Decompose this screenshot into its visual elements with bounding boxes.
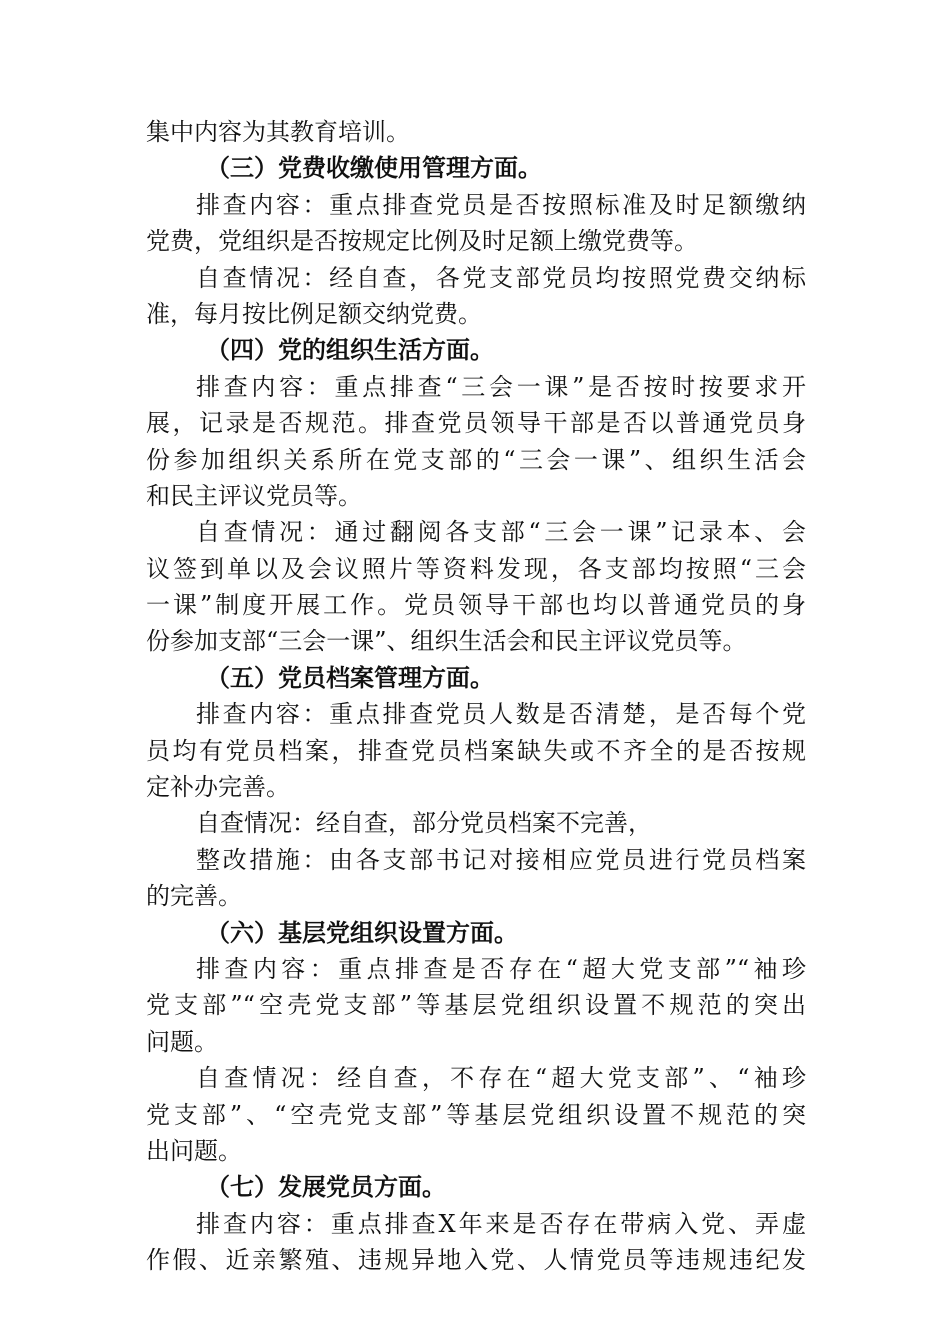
text-line: 展，记录是否规范。排查党员领导干部是否以普通党员身 xyxy=(146,409,806,438)
text-line: 和民主评议党员等。 xyxy=(146,481,362,510)
paragraph-self-check-3 xyxy=(146,260,806,333)
text-line: 一课”制度开展工作。党员领导干部也均以普通党员的身 xyxy=(146,591,806,620)
text-line: 排查内容：重点排查X年来是否存在带病入党、弄虚 xyxy=(196,1209,806,1238)
text-line: 出问题。 xyxy=(146,1136,242,1165)
heading-text: （七）发展党员方面。 xyxy=(206,1172,446,1202)
text-line: 集中内容为其教育培训。 xyxy=(146,118,410,146)
text-line: 准，每月按比例足额交纳党费。 xyxy=(146,299,482,328)
paragraph-check-content-5 xyxy=(146,696,806,805)
text-line: 份参加支部“三会一课”、组织生活会和民主评议党员等。 xyxy=(146,627,747,656)
text-line: 定补办完善。 xyxy=(146,773,290,802)
section-heading-5 xyxy=(146,660,806,696)
paragraph-continuation xyxy=(146,114,806,150)
text-line: 员均有党员档案，排查党员档案缺失或不齐全的是否按规 xyxy=(146,736,806,765)
heading-text: （三）党费收缴使用管理方面。 xyxy=(206,153,542,183)
section-heading-6 xyxy=(146,915,806,951)
section-heading-4 xyxy=(146,332,806,368)
paragraph-self-check-6 xyxy=(146,1060,806,1169)
text-line: 的完善。 xyxy=(146,882,242,911)
text-line: 党支部”“空壳党支部”等基层党组织设置不规范的突出 xyxy=(146,991,806,1020)
text-line: 排查内容：重点排查“三会一课”是否按时按要求开 xyxy=(196,372,806,401)
text-line: 份参加组织关系所在党支部的“三会一课”、组织生活会 xyxy=(146,445,806,474)
paragraph-rectification-5 xyxy=(146,842,806,915)
text-line: 党费，党组织是否按规定比例及时足额上缴党费等。 xyxy=(146,227,698,256)
heading-text: （五）党员档案管理方面。 xyxy=(206,662,494,692)
text-line: 排查内容：重点排查是否存在“超大党支部”“袖珍 xyxy=(196,954,806,983)
section-heading-3 xyxy=(146,150,806,186)
paragraph-check-content-3 xyxy=(146,187,806,260)
section-heading-7 xyxy=(146,1169,806,1205)
text-line: 议签到单以及会议照片等资料发现，各支部均按照“三会 xyxy=(146,554,806,583)
text-line: 自查情况：经自查，部分党员档案不完善， xyxy=(196,809,652,838)
text-line: 自查情况：经自查，不存在“超大党支部”、“袖珍 xyxy=(196,1064,806,1093)
text-line: 自查情况：经自查，各党支部党员均按照党费交纳标 xyxy=(196,263,806,292)
paragraph-self-check-5 xyxy=(146,805,806,841)
heading-text: （四）党的组织生活方面。 xyxy=(206,335,494,365)
heading-text: （六）基层党组织设置方面。 xyxy=(206,917,518,947)
document-body xyxy=(146,114,806,1279)
text-line: 作假、近亲繁殖、违规异地入党、人情党员等违规违纪发 xyxy=(146,1246,806,1275)
paragraph-self-check-4 xyxy=(146,514,806,660)
paragraph-check-content-7 xyxy=(146,1206,806,1279)
paragraph-check-content-4 xyxy=(146,369,806,515)
text-line: 排查内容：重点排查党员人数是否清楚，是否每个党 xyxy=(196,700,806,729)
text-line: 自查情况：通过翻阅各支部“三会一课”记录本、会 xyxy=(196,518,806,547)
text-line: 问题。 xyxy=(146,1027,218,1056)
text-line: 排查内容：重点排查党员是否按照标准及时足额缴纳 xyxy=(196,190,806,219)
text-line: 整改措施：由各支部书记对接相应党员进行党员档案 xyxy=(196,845,806,874)
paragraph-check-content-6 xyxy=(146,951,806,1060)
text-line: 党支部”、“空壳党支部”等基层党组织设置不规范的突 xyxy=(146,1100,806,1129)
